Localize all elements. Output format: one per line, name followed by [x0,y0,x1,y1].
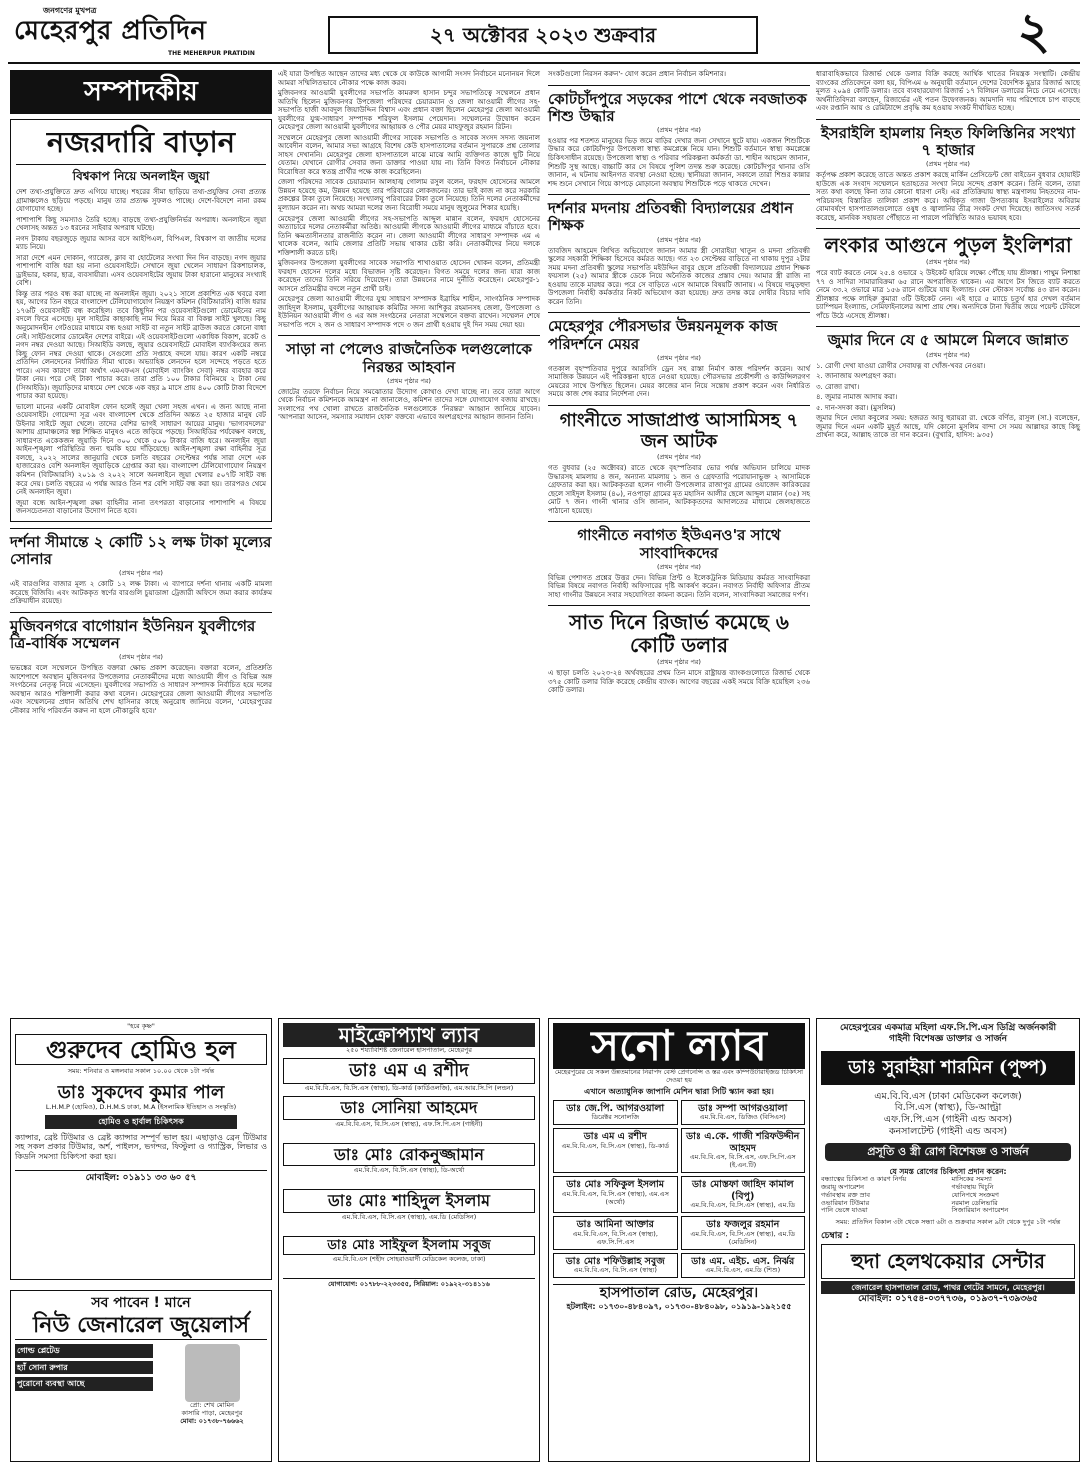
ad-doctor-name: ডাঃ মোস্তফা জাহিদ কামাল (বিপু) [691,1179,794,1202]
article-body: জোটের তরফে নির্বাচন নিয়ে সমঝোতার উদ্যোগ কোথাও দেখা যাচ্ছে না। তবে তারা আগে থেকে নির্বাচন কমিশনকে আমন্ত্রণ না জানালেও, কমিশন তাদের সঙ্গে যোগাযোগ বজায় রাখছে। সংলাপের পথ খোলা রাখতে রাজনৈতিক দলগুলোকে 'নিরন্তর' আহ্বান জানিয়ে যাবেন। 'আপনারা আসেন, সমস্যার সমাধান হোক' বক্তব্যে এভাবে অংশগ্রহণের আহ্বান জানান তিনি। [278,387,540,422]
continuation-note: (প্রথম পৃষ্ঠার পর) [657,126,701,135]
ad-title: গুরুদেব হোমিও হল [15,1034,267,1065]
headline-arrest: গাংনীতে সাজাপ্রাপ্ত আসামিসহ ৭ জন আটক [548,405,810,452]
article-body: ধারাবাহিকভাবে রিজার্ভ থেকে ডলার বিক্রি করছে আর্থিক খাতের নিয়ন্ত্রক সংস্থাটি। কেন্দ্রীয় ব্যাংকের প্রতিবেদনে বলা হয়, বিপিএম ৬ অনুযায়ী বর্তমানে দেশের বৈদেশিক মুদ্রার রিজার্ভ আছে মূলত ২০৯৪ কোটি ডলার। তবে ব্যবহারযোগ্য রিজার্ভ ১৭ বিলিয়ন ডলারের নিচে নেমে এসেছে। অর্থনীতিবিদরা বলছেন, রিজার্ভের এই পতন উদ্বেগজনক। আমদানি দায় পরিশোধে চাপ বাড়ছে এবং রপ্তানি আয় ও রেমিট্যান্সে প্রবৃদ্ধি কম হওয়ায় সংকট দীর্ঘায়িত হচ্ছে। [816,70,1080,113]
list-item: নরমাল ডেলিভারি [951,1198,998,1207]
list-item: ৩. রোজা রাখা। [816,382,860,391]
column-editorial [10,70,272,717]
list-item: জরায়ু অপারেশন [821,1182,865,1191]
ad-title: সনো ল্যাব [553,1023,805,1069]
ad-doctor-degree: এম.বি.বি.এস, বি.সি.এস (স্বাস্থ্য), এম.ডি (মেডিসিন) [690,1229,796,1246]
ad-doctor-name: ডাঃ সুরাইয়া শারমিন (পুষ্প) [821,1051,1075,1085]
ad-doctor-degree: বি.সি.এস (স্বাস্থ্য), ডি-আল্ট্রা [894,1102,1002,1114]
article-body: এই বারগুলির বাজার মূল্য ২ কোটি ১২ লক্ষ টাকা। এ ব্যাপারে দর্শনা থানায় একটি মামলা করেছে বিজিবি। এবং আটককৃত স্বর্ণের বারগুলি চুয়াডাঙ্গা ট্রেজারী অফিসে জমা করার কার্যক্রম প্রক্রিয়াধীন রয়েছে। [10,580,272,606]
ad-doctor-degree: এম.বি.বি.এস, বি.সি.এস (স্বাস্থ্য), এফ.সি.পি.এস (গাইনী) [335,1119,483,1128]
continuation-note: (প্রথম পৃষ্ঠার পর) [387,376,431,385]
continuation-note: (প্রথম পৃষ্ঠার পর) [657,562,701,571]
ad-doctor-name: ডাঃ এম এ রশীদ [283,1058,535,1084]
headline-reserve-decline: সাত দিনে রিজার্ভ কমেছে ৬ কোটি ডলার [548,605,810,657]
ad-doctor-name: ডাঃ ফজলুর রহমান [706,1219,780,1231]
ad-jewellers [10,1290,272,1462]
ad-doctor-degree: এম.বি.বি.এস, ডিজিও (বিসিএস) [699,1113,786,1122]
ad-doctor-name: ডাঃ সম্পা আগরওয়ালা [698,1102,788,1114]
continuation-note: (প্রথম পৃষ্ঠার পর) [926,160,970,169]
article-body: কর্তৃপক্ষ প্রকাশ করেছে তাতে অন্তত প্রকাশ করছে মার্কিন প্রেসিডেন্ট জো বাইডেন বুধবার হোয়াইট হাউজে এক সংবাদ সম্মেলনে হতাহতের সংখ্যা নিয়ে সন্দেহ প্রকাশ করেন। তিনি বলেন, তারা সত্য কথা বলছে কিনা তার কোনো ধারণা নেই। এর প্রতিক্রিয়ায় স্বাস্থ্য মন্ত্রণালয় নিহতদের নাম-পরিচয়সহ বিস্তারিত তালিকা প্রকাশ করে। অধিকৃত গাজা উপত্যকায় ইসরাইলের অবিরাম বোমাবর্ষণে হাসপাতালগুলোতে ওষুধ ও জ্বালানির তীব্র সংকট দেখা দিয়েছে। জাতিসংঘ সতর্ক করেছে, মানবিক সহায়তা পৌঁছাতে না পারলে পরিস্থিতি আরও ভয়াবহ হবে। [816,171,1080,222]
column-four [816,70,1080,442]
article-body: এ ছাড়া চলতি ২০২৩-২৪ অর্থবছরের প্রথম তিন মাসে রাষ্ট্রায়ত্ত ব্যাংকগুলোতে রিজার্ভ থেকে ৩৭৫ কোটি ডলার বিক্রি করেছে কেন্দ্রীয় ব্যাংক। আগের বছরের একই সময়ে বিক্রি হয়েছিল ২৩৬ কোটি ডলার। [548,669,810,695]
ad-address: কাসারি পাড়া, মেহেরপুর [181,1408,243,1417]
headline-gaza-deaths: ইসরাইলি হামলায় নিহত ফিলিস্তিনির সংখ্যা ৭ হাজার [816,119,1080,160]
list-item: মাসিকের সমস্যা [951,1174,992,1183]
article-body: মেহেরপুর জেলা আওয়ামী লীগের সহ-সভাপতি আব্দুল মান্নান বলেন, ফরহাদ হোসেনের অত্যাচারে দলের নেতাকর্মীরা অতিষ্ঠ। আওয়ামী লীগকে আওয়ামী লীগের মাধ্যমে বাঁচাতে হবে। তিনি ক্ষমতাসীনতার রাজনীতি করেন না। জেলা আওয়ামী লীগের সাধারণ সম্পাদক এম এ খালেক বলেন, আমি জেলার প্রতিটি সভায় থাকার চেষ্টা করি। নেতাকর্মীদের নিয়ে দলকে শক্তিশালী করতে চাই। [278,214,540,257]
ad-doctor-degree: ডিরেক্টর সনোলজি [591,1113,640,1122]
ad-top-text: "হরে কৃষ্ণ" [127,1022,155,1030]
list-item: সিজারিয়ান অপারেশন [951,1206,1009,1215]
ad-doctor-degree: এফ.সি.পি.এস (গাইনী এন্ড অবস) [883,1114,1013,1126]
newspaper-title-english: THE MEHERPUR PRATIDIN [168,50,255,57]
list-item: বন্ধ্যাত্বের চিকিৎসা ও কারণ নির্ণয় [821,1174,907,1183]
list-item: ২. জানাজায় অংশগ্রহণ করা। [816,372,897,381]
continuation-note: (প্রথম পৃষ্ঠার পর) [657,353,701,362]
issue-date: ২৭ অক্টোবর ২০২৩ শুক্রবার [328,16,758,54]
column-three [548,70,810,697]
ad-micropath-lab [278,1018,540,1462]
list-item: পানি ভেঙ্গে যাওয়া [821,1206,868,1215]
continuation-note: (প্রথম পৃষ্ঠার পর) [657,453,701,462]
newspaper-title: মেহেরপুর প্রতিদিন [14,16,207,46]
ad-service-list [821,1176,1075,1216]
article-body: জেলা পরিষদের সাবেক চেয়ারম্যান আলহাজ্ব গোলাম রসুল বলেন, ফরহাদ হোসেনের আমলে উন্নয়ন হয়েছে কম, উন্নয়ন হয়েছে তার পরিবারের লোকজনের। তার ভাই কাজ না করে সরকারি প্রকল্পের টাকা তুলে নিয়েছে। সংখ্যালঘু পরিবারের টাকা তুলে নিয়েছে। তিনি দলের নেতাকর্মীদের মূল্যায়ন করেন না। অথচ আমরা দলের জন্য বিরোধী সময়ে মানুষ জুলুমের শিকার হয়েছি। [278,178,540,212]
ad-address: জেনারেল হাসপাতাল রোড, পাথর গেটের সামনে, মেহেরপুর। [821,1281,1075,1295]
ad-doctor-name: ডাঃ মোঃ শাহিদুল ইসলাম [283,1189,535,1213]
ad-doctor-name: ডাঃ আমিনা আক্তার [576,1219,654,1231]
headline-political-dialogue: সাড়া না পেলেও রাজনৈতিক দলগুলোকে নিরন্তর আহবান [278,335,540,376]
editorial-paragraph: জুয়া বন্ধে আইন-শৃঙ্খলা রক্ষা বাহিনীর নানা তৎপরতা বাড়ানোর পাশাপাশি এ বিষয়ে জনসচেতনতা বাড়ানোর উদ্যোগ নিতে হবে। [16,498,266,516]
ad-address: হাসপাতাল রোড, মেহেরপুর। [553,1284,805,1302]
ad-doctor-degree: এম.বি.বি.এস (শহীদ সোহরাওয়ার্দী মেডিকেল কলেজ, ঢাকা) [332,1255,486,1264]
tagline: জনগণের মুখপত্র [43,6,97,15]
headline-headteacher: দর্শনার মদনায় প্রতিবন্ধী বিদ্যালয়ের প্রধান শিক্ষক [548,194,810,235]
editorial-paragraph: নগদ টাকায় বছরজুড়ে জুয়ার আসর বসে আইপিএল, বিপিএল, বিশ্বকাপ বা জাতীয় দলের ম্যাচ নিয়ে। [16,234,266,252]
ad-doctor-degree: এম.বি.বি.এস, বি.সি.এস (স্বাস্থ্য), এম.ডি [690,1201,796,1210]
ad-time: সময়: শনিবার ও মঙ্গলবার সকাল ১০.০০ থেকে ১টা পর্যন্ত [67,1067,215,1076]
editorial-paragraph: ভালো মানের একটি মোবাইল ফোন হলেই জুয়া খেলা সহজ এখন। এ জন্য আছে নানা ওয়েবসাইট। গোয়েন্দা সূত্র এবং বাংলাদেশ থেকে প্রতিদিন অন্তত ২৫ হাজার মানুষ বেট উইনার সাইটে জুয়া খেলে। তাদের বেশির ভাগই সাধারণ আয়ের মানুষ। 'ভাগ্যবদলের' আশায় গ্রামাঞ্চলের স্বল্প শিক্ষিত মানুষও এতে জড়িয়ে পড়ছে। সিআইডির পর্যবেক্ষণ বলছে, সাধারণত একেকজন জুয়াড়ি দিনে ৩০০ থেকে ৫০০ টাকার বাজি ধরে। অনলাইন জুয়া আইন-শৃঙ্খলা পরিস্থিতির জন্য হুমকি হয়ে দাঁড়িয়েছে। আইন-শৃঙ্খলা রক্ষা বাহিনীর সূত্র বলছে, ২০২২ সালের জানুয়ারি থেকে চলতি বছরের সেপ্টেম্বর পর্যন্ত সারা দেশে এক হাজারেরও বেশি অনলাইন জুয়াড়িকে গ্রেপ্তার করা হয়। বাংলাদেশ টেলিযোগাযোগ নিয়ন্ত্রণ কমিশন (বিটিআরসি) ২০১৯ ও ২০২২ সালে অনলাইনে জুয়া খেলার ৫০৭টি সাইট বন্ধ করে দেয়। চলতি বছরের এ পর্যন্ত আরও তিন শর বেশি সাইট বন্ধ করা হয়। তারপরও থেমে নেই অনলাইন জুয়া। [16,402,266,497]
ad-doctor-name: ডাঃ সোনিয়া আহমেদ [283,1096,535,1120]
ad-time: সময়: প্রতিদিন বিকাল ৩টা থেকে সন্ধ্যা ৬টা ও শুক্রবার সকাল ৯টা থেকে দুপুর ১টা পর্যন্ত [835,1218,1061,1227]
ad-chamber-label: চেম্বার : [821,1231,850,1242]
article-body: গতকাল বৃহস্পতিবার দুপুরে আরসিসি ড্রেন সহ রাস্তা নির্মাণ কাজ পরিদর্শন করেন। আর্থ সামাজিক উন্নয়নে এই পরিকল্পনা হাতে নেওয়া হয়েছে। পৌরসভার প্রকৌশলী ও কাউন্সিলরগণ মেয়রের সাথে উপস্থিত ছিলেন। মেয়র কাজের মান নিয়ে সন্তোষ প্রকাশ করেন এবং নির্ধারিত সময়ে কাজ শেষ করার নির্দেশনা দেন। [548,364,810,399]
ad-doctor-name: ডাঃ সুকদেব কুমার পাল [57,1082,225,1104]
ad-list-title: যে সমস্ত রোগের চিকিৎসা প্রদান করেন: [889,1166,1007,1176]
ad-top-text: মেহেরপুরের একমাত্র মহিলা এফ.সি.পি.এস ডিগ্রি অর্জনকারী [839,1023,1057,1033]
masthead-header [8,1,1080,64]
page-number: ২ [1017,1,1050,60]
ad-phone: মোবাইল: ০১৭৫৪-০৩৭৭৩৬, ০১৯৩৭-৭৩৯৩৬৫ [858,1294,1038,1305]
ad-doctor-name: ডাঃ মোঃ সফিকুল ইসলাম [566,1179,665,1191]
continuation-note: (প্রথম পৃষ্ঠার পর) [657,658,701,667]
editorial-banner: সম্পাদকীয় [10,70,272,114]
ad-body: ক্যান্সার, ব্রেষ্ট টিউমার ও ব্রেষ্ট ক্যান্সার সম্পূর্ণ ভাল হয়। এছাড়াও ব্রেন টিউমার সহ সকল প্রকার টিউমার, অর্শ, পাইলস, ভগন্দর, ফিস্টুলা ও গ্যাস্ট্রিক, লিভার ও কিডনি সমস্যা চিকিৎসা করা হয়। [15,1132,267,1162]
continuation-note: (প্রথম পৃষ্ঠার পর) [657,235,701,244]
ad-line: গোল্ড প্লেটেড [15,1344,153,1358]
article-body: হওয়ার পর শতশত মানুষের ভিড় জমে বাড়ির দেখার জন্য সেখানে ছুটে যায়। একজন শিশুটিকে উদ্ধার করে কোটচাঁদপুর উপজেলা স্বাস্থ্য কমপ্লেক্সে নিয়ে যান। শিশুটি বর্তমানে স্বাস্থ্য কমপ্লেক্সে চিকিৎসাধীন রয়েছে। উপজেলা স্বাস্থ্য ও পরিবার পরিকল্পনা কর্মকর্তা ডা. শাহীন আহমেদ জানান, শিশুটি সুস্থ আছে। বাচ্চাটি কার সে বিষয়ে পুলিশ তদন্ত শুরু করেছে। কোটচাঁদপুর থানার ওসি জানান, এ ঘটনায় আইনগত ব্যবস্থা নেওয়া হচ্ছে। স্থানীয়রা জানান, সকালে তারা শিশুর কান্নার শব্দ শুনে সেখানে গিয়ে কাপড়ে মোড়ানো অবস্থায় শিশুটিকে পড়ে থাকতে দেখেন। [548,136,810,188]
column-two [278,70,540,424]
list-item: ৫. দান-সদকা করা। (মুসলিম) [816,403,896,412]
headline-cricket: লংকার আগুনে পুড়ল ইংলিশরা [816,228,1080,257]
headline-jummah: জুমার দিনে যে ৫ আমলে মিলবে জান্নাত [816,326,1080,349]
ad-doctor-name: ডাঃ এ.কে. গাজী শরিফউদ্দীন আহমদ [686,1131,800,1154]
article-body: তাবজিদ আহমেদ লিখিত অভিযোগে জানান আমার স্ত্রী সোরাইয়া খাতুন ও মদনা প্রতিবন্ধী স্কুলের সহকারী শিক্ষিকা হিসেবে কর্মরত আছে। গত ২৩ সেপ্টেম্বর বাড়িতে না থাকায় দুপুর ২টার সময় মদনা প্রতিবন্ধী স্কুলের সভাপতি মইউদ্দিন বাবুর ছেলে প্রতিবন্ধী বিদ্যালয়ের প্রধান শিক্ষক ফয়সাল (২৫) আমার স্ত্রীকে ডেকে নিয়ে অনৈতিক কাজের প্রস্তাব দেয়। আমার স্ত্রী রাজি না হওয়ায় তাকে মারধর করে। পরে সে বাড়িতে এসে আমাকে বিষয়টি জানায়। এ বিষয়ে দামুড়হুদা উপজেলা নির্বাহী কর্মকর্তার নিকট অভিযোগ করা হয়েছে। দ্রুত তদন্ত করে দোষীর বিচার দাবি করেন তিনি। [548,246,810,306]
ad-doctor-degree: এম.বি.বি.এস, বি.সি.এস, এফ.সি.পি.এস (ই.এন.টি) [689,1153,796,1170]
ad-title: নিউ জেনারেল জুয়েলার্স [15,1312,267,1340]
editorial-paragraph: পাশাপাশি কিছু সমস্যাও তৈরি হচ্ছে। বাড়ছে তথ্য-প্রযুক্তিনির্ভর অপরাধ। অনলাইনে জুয়া খেলাসহ অন্তত ১৩ ধরনের সাইবার অপরাধ ঘটছে। [16,215,266,233]
ad-phone: হটলাইন: ০১৭৩০-৪৮৪০৯৭, ০১৭৩০-৪৮৪০৯৮, ০১৯১৯-১৯২১৫৫ [566,1302,792,1312]
article-body: এই যারা উপস্থিত আছেন তাদের মধ্য থেকে যে কাউকে আগামী সংসদ নির্বাচনে মনোনয়ন দিলে আমরা সম্মিলিতভাবে নৌকার পক্ষে কাজ করব। [278,70,540,87]
ad-phone: মোবা: ০১৭৩৮-৭৬৬৬২ [180,1416,244,1425]
continuation-note: (প্রথম পৃষ্ঠার পর) [926,350,970,359]
ad-address: ২৫০ শয্যাবিশিষ্ট জেনারেল হাসপাতাল, মেহেরপুর [345,1046,473,1055]
ad-center-name: হুদা হেলথকেয়ার সেন্টার [821,1244,1075,1278]
article-body: সম্মেলনে মেহেরপুর জেলা আওয়ামী লীগের সাবেক সভাপতি ও সাবেক সংসদ সদস্য জয়নাল আবেদীন বলেন, আমার সভা আগ্রহে বিশেষ কেউ হাসপাতালের বর্তমান সুপারকে প্রশ্ন তোলার সাহস দেখাননি। মেহেরপুর জেলা হাসপাতালে মাঝে মাঝে আমি ব্যক্তিগত কাজে ছুটি নিয়ে যেতাম। যেখানে রোগীর সেবার জন্য ডাক্তার পাওয়া যায় না। তিনি বিগত নির্বাচনে নৌকার বিরোধিতা করে স্বতন্ত্র প্রার্থীর পক্ষে কাজ করেছিলেন। [278,133,540,176]
list-item: ১. রোগী দেখা যাওয়া রোগীর সেবাযত্ন বা খোঁজ-খবর নেওয়া। [816,361,986,370]
ad-doctor-name: ডাঃ এম. এইচ. এস. নির্ঝর [691,1255,795,1267]
ad-doctor-degree: এম.বি.বি.এস, বি.সি.এস (স্বাস্থ্য), ডি-কার্ড (কার্ডিওলজি), এম.আর.সি.পি (লন্ডন) [304,1084,514,1093]
headline-newborn-rescue: কোটচাঁদপুরে সড়কের পাশে থেকে নবজাতক শিশু উদ্ধার [548,85,810,126]
ad-owner: প্রো: শেখ মোমিন [190,1400,234,1409]
article-body: মুজিবনগর আওয়ামী যুবলীগের সভাপতি কামরুল হাসান চন্দুর সভাপতিত্বে সম্মেলনে প্রধান অতিথি ছিলেন মুজিবনগর উপজেলা পরিষদের চেয়ারম্যান ও জেলা আওয়ামী লীগের সহ-সভাপতি হাজী আবদুল জিয়াউদ্দিন বিশ্বাস এবং প্রধান বক্তা ছিলেন মেহেরপুর জেলা আওয়ামী যুবলীগের যুগ্ম-সাধারণ সম্পাদক শরিফুল ইসলাম পেয়েদান। সম্মেলনের উদ্বোধন করেন মেহেরপুর জেলা আওয়ামী যুবলীগের আহ্বায়ক ও পৌর মেয়র মাহফুজুর রহমান রিটন। [278,89,540,132]
continuation-note: (প্রথম পৃষ্ঠার পর) [926,258,970,267]
continuation-note: (প্রথম পৃষ্ঠার পর) [119,653,163,662]
ad-title: মাইক্রোপ্যাথ ল্যাব [283,1023,535,1047]
article-body: মেহেরপুর জেলা আওয়ামী লীগের যুগ্ম সাধারণ সম্পাদক ইব্রাহিম শাহীন, সাংগঠনিক সম্পাদক জাহিদুল ইসলাম, যুবলীগের আহ্বায়ক কমিটির সদস্য আশিকুর রহমানসহ জেলা, উপজেলা ও ইউনিয়ন আওয়ামী লীগ ও এর অঙ্গ সংগঠনের নেতারা সম্মেলনে বক্তব্য রাখেন। সম্মেলন শেষে সভাপতি পদে ২ জন ও সাধারণ সম্পাদক পদে ৩ জন প্রার্থী হওয়ায় দুই দিন সময় দেয়া হয়। [278,295,540,329]
ad-doctor-degree: এম.বি.বি.এস, বি.সি.এস (স্বাস্থ্য), ডি-অর্থো [353,1166,465,1175]
ad-doctor-degree: এম.বি.বি.এস, বি.সি.এস (স্বাস্থ্য), ডি-কার্ড [561,1141,670,1150]
continuation-note: (প্রথম পৃষ্ঠার পর) [119,569,163,578]
ad-doctor-degree: L.H.M.P (হোমিও), D.H.M.S ঢাকা, M.A (ইসলামিক ইতিহাস ও সংস্কৃতি) [45,1103,237,1112]
ad-homeo-hall [10,1018,272,1280]
ad-note: এখানে অত্যাধুনিক জাপানি মেশিন দ্বারা সিটি স্ক্যান করা হয়। [584,1087,774,1097]
article-body: জুমার দিনে দোয়া কবুলের সময়: হজরত আবু হুরায়রা রা. থেকে বর্ণিত, রাসুল (সা.) বলেছেন, জুমার দিনে এমন একটি মুহূর্ত আছে, যদি কোনো মুসলিম বান্দা সে সময় আল্লাহর কাছে কিছু প্রার্থনা করে, আল্লাহ তাকে তা দান করেন। (বুখারি, হাদিস: ৯৩৫) [816,414,1080,440]
list-item: যোনিপথে সংক্রমণ [951,1190,999,1199]
editorial-subtitle: বিশ্বকাপ নিয়ে অনলাইন জুয়া [72,169,210,184]
headline-jubo-league-conference: মুজিবনগরে বাগোয়ান ইউনিয়ন যুবলীগের ত্রি-বার্ষিক সম্মেলন [10,612,272,653]
ad-line: হ্যাঁ সোনা রুপার [15,1361,153,1375]
ad-phone: মোবাইল: ০১৯১১ ৩৩ ৬০ ৫৭ [15,1170,267,1184]
editorial-paragraph: দেশ তথ্য-প্রযুক্তিতে দ্রুত এগিয়ে যাচ্ছে। শহরের সীমা ছাড়িয়ে তথ্য-প্রযুক্তির সেবা প্রত্যন্ত গ্রামাঞ্চলেও ছড়িয়ে পড়ছে। মানুষ তার প্রত্যক্ষ সুফলও পাচ্ছে। দেশে-বিদেশে নানা রকম যোগাযোগ হচ্ছে। [16,188,266,214]
ad-top-text: গাইনী বিশেষজ্ঞ ডাক্তার ও সার্জন [889,1033,1007,1044]
list-item: গর্ভাবস্থায় খিচুনি [951,1182,994,1191]
list-item: ওভারিয়ান টিউমার [821,1198,870,1207]
article-body: বিভিন্ন পেশাগত প্রশ্নের উত্তর দেন। বিভিন্ন প্রিন্ট ও ইলেকট্রনিক মিডিয়ায় কর্মরত সাংবাদিকরা বিভিন্ন বিষয়ে নবাগত নির্বাহী অফিসারের দৃষ্টি আকর্ষণ করেন। নবাগত নির্বাহী অফিসার প্রীতম সাহা গাংনীর উন্নয়নে সবার সহযোগিতা কামনা করেন। তিনি বলেন, সাংবাদিকরা সমাজের দর্পণ। [548,573,810,599]
ad-doctor-name: ডাঃ মোঃ সাইফুল ইসলাম সবুজ [283,1236,535,1256]
list-item: ৪. জুমার নামাজ আদায় করা। [816,393,898,402]
ad-subtitle: মেহেরপুরের যে সকল উন্নতমানের নিরাপদ বেস্ট প্রেগনেন্সি ও স্তর এবং কম্পিউটারাইজড চিকিৎসা দেওয়া হয় [554,1068,804,1085]
editorial-article [10,119,272,522]
ad-doctor-degree: এম.বি.বি.এস, এম.ডি (শিশু) [705,1266,781,1275]
editorial-paragraph: কিন্তু তার পরও বন্ধ করা যাচ্ছে না অনলাইন জুয়া। ২০২১ সালে প্রকাশিত এক খবরে বলা হয়, আগের তিন বছরে বাংলাদেশ টেলিযোগাযোগ নিয়ন্ত্রণ কমিশন (বিটিআরসি) বাজি ধরার ১৭৬টি ওয়েবসাইট বন্ধ করেছিল। তবে কিছুদিন পর ওয়েবসাইটগুলো ডোমেইনের নাম বদলে ফিরে এসেছে। মূল সাইটের কাছাকাছি নাম দিয়ে মিরর বা বিকল্প সাইট খুলছে। কিছু অনুমোদনহীন গেটওয়ের মাধ্যমে বন্ধ হওয়া সাইট বা নতুন সাইট ব্রাউজ করতে কোনো বাধা নেই। সাইটগুলোর ডোমেইন দেশের বাইরে। এই ওয়েবসাইটগুলো একাধিক বিকাশ, রকেট ও নগদ নম্বর দেওয়া আছে। সিআইডি বলছে, জুয়ার ওয়েবসাইটে মোবাইল ব্যাংকিংয়ের জন্য কিছু ফোন নম্বর দেওয়া থাকে। সেগুলো প্রতি সপ্তাহে বদলে যায়। কারণ একটি নম্বরে প্রতিদিন লেনদেনের নির্ধারিত সীমা থাকে। অভ্যাহিক লেনদেন হলে সন্দেহে পড়তে হতে পারে। এসব কারণে তারা অর্থাৎ এমএফএস (মোবাইল ব্যাংকিং সেবা) নম্বর ব্যবহার করে টাকা নেয়। পরে সেই টাকা পাচার করে। তারা প্রতি ১০০ টাকার বিনিময়ে ২ টাকা নেয় (সিআইডি)। জুয়াড়িদের মাধ্যমে দেশ থেকে এক বছর ৯ মাসে প্রায় ৪০০ কোটি টাকা বিদেশে পাচার করা হয়েছে। [16,289,266,401]
list-item: গর্ভাবস্থায় রক্ত স্রাব [821,1190,870,1199]
editorial-title: নজরদারি বাড়ান [16,123,266,165]
ad-doctor-name: ডাঃ এম এ রশীদ [583,1131,647,1143]
ad-top-text: সব পাবেন ! মানে [91,1295,191,1311]
article-body: ভভঙ্কের বলে সম্মেলনে উপস্থিত বক্তারা ক্ষোভ প্রকাশ করেছেন। বক্তারা বলেন, প্রতিশ্রুতি আশেপাশে অবস্থান মুজিবনগর উপজেলার নেতাকর্মীদের মধ্যে আওয়ামী লীগ ও বিভিন্ন অঙ্গ সংগঠনের নেতৃত্ব নিয়ে এসেছেন। যুবলীগের সভাপতি ও সাধারণ সম্পাদক নির্বাচিত হয়ে দলের অবস্থান আরও শক্তিশালী করার কথা বলেন। মেহেরপুরের জেলা আওয়ামী লীগের সভাপতি এবং সম্মেলনের প্রধান অতিথি শেখ হাসিনার কাছে অনুরোধ জানিয়ে বলেন, 'মেহেরপুরের নৌকার সাথি পরিবর্তন করুন না হলে নৌকাডুবি হবে।' [10,664,272,715]
ad-doctor-degree: এম.বি.বি.এস, বি.সি.এস (স্বাস্থ্য) [573,1266,657,1275]
ad-doctor-degree: এম.বি.বি.এস, বি.সি.এস (স্বাস্থ্য), এম.ডি (মেডিসিন) [341,1212,477,1221]
ad-phone: যোগাযোগ: ০১৭৮৮-২২৩৩৫৫, সিরিয়াল: ০১৯২২-৩১৪১১৬ [283,1278,535,1289]
headline-uno-press: গাংনীতে নবাগত ইউএনও'র সাথে সাংবাদিকদের [548,521,810,562]
ad-specialty: প্রসূতি ও স্ত্রী রোগ বিশেষজ্ঞ ও সার্জন [825,1143,1071,1160]
article-body: সংকটগুলো নিরসন করুন'- যোগ করেন প্রধান নির্বাচন কমিশনার। [548,70,727,78]
ad-doctor-name: ডাঃ জে.পি. আগরওয়ালা [566,1102,665,1114]
headline-mayor-inspection: মেহেরপুর পৌরসভার উন্নয়নমূলক কাজ পরিদর্শনে মেয়র [548,312,810,353]
ad-doctor-degree: এম.বি.বি.এস (ঢাকা মেডিকেল কলেজ) [874,1090,1022,1102]
ad-sono-lab [548,1018,810,1462]
ad-doctor-name: ডাঃ মোঃ রোকনুজ্জামান [283,1143,535,1167]
ad-doctor-degree: কনসালটেন্ট (গাইনী এন্ড অবস) [888,1125,1008,1137]
article-body: মুজিবনগর উপজেলা যুবলীগের সাবেক সভাপতি শাখাওয়াত হোসেন খোকন বলেন, প্রতিমন্ত্রী ফরহাদ হোসেন দলের মধ্যে বিভাজন সৃষ্টি করেছেন। বিগত সময়ে দলের জন্য যারা কাজ করেছেন তাদের তিনি সরিয়ে দিয়েছেন। তারা উন্নয়নের নামে দুর্নীতি করেছেন। মেহেরপুর-১ আসনে প্রতিমন্ত্রীর বদলে নতুন প্রার্থী চাই। [278,259,540,293]
ad-doctor-degree: এম.বি.বি.এস, বি.সি.এস (স্বাস্থ্য), এফ.সি.পি.এস [572,1229,658,1246]
editorial-paragraph: সারা দেশে এমন দোকান, গ্যারেজ, ক্লাব বা হোটেলের সংখ্যা দিন দিন বাড়ছে। নগদ জুয়ার পাশাপাশি বাজি ধরা হয় নানা ওয়েবসাইটে। সেখানে জুয়া খেলেন সাধারণ রিকশাচালক, ড্রাইভার, হকার, ছাত্র, ব্যবসায়ীরা। এসব ওয়েবসাইটের জুয়ায় টাকা হারানো মানুষের সংখ্যাই বেশি। [16,253,266,288]
article-body: গত বুধবার (২৫ অক্টোবর) রাতে থেকে বৃহস্পতিবার ভোর পর্যন্ত অভিযান চালিয়ে মাদক উদ্ধারসহ মামলায় ৪ জন, অন্যান্য মামলায় ১ জন ও গ্রেফতারি পরোয়ানাভুক্ত ২ আসামিকে গ্রেফতার করা হয়। আটককৃতরা হলেন গাংনী উপজেলার রাজাপুর গ্রামের ওয়াজেদ কারিকরের ছেলে সাইদুল ইসলাম (৪০), নওপাড়া গ্রামের মৃত মহাসিন আলীর ছেলে আব্দুল মান্নান (৩৫) সহ মোট ৭ জন। গাংনী থানার ওসি জানান, আটককৃতদের আদালতের মাধ্যমে জেলহাজতে পাঠানো হয়েছে। [548,464,810,515]
newspaper-masthead [8,4,308,62]
ad-huda-healthcare [816,1018,1080,1462]
ad-doctor-degree: এম.বি.বি.এস, বি.সি.এস (স্বাস্থ্য), এম.এস (অর্থো) [561,1189,669,1206]
ad-line: পুরোনো ব্যবস্থা আছে [15,1377,153,1391]
headline-gold-seizure: দর্শনা সীমান্তে ২ কোটি ১২ লক্ষ টাকা মূল্যের সোনার [10,528,272,569]
article-body: পরে ব্যাট করতে নেমে ২৫.৪ ওভারে ২ উইকেট হারিয়ে লক্ষ্যে পৌঁছে যায় শ্রীলঙ্কা। পাথুম নিশাঙ্কা ৭৭ ও সাদিরা সামারাবিক্রমা ৬৫ রানে অপরাজিত থাকেন। এর আগে টস জিতে ব্যাট করতে নেমে ৩৩.২ ওভারে মাত্র ১৫৬ রানে গুটিয়ে যায় ইংল্যান্ড। বেন স্টোকস সর্বোচ্চ ৪৩ রান করেন। শ্রীলঙ্কার পক্ষে লাহিরু কুমারা ৩টি উইকেট নেন। এই হারে ৫ ম্যাচে চতুর্থ হার দেখল বর্তমান চ্যাম্পিয়ন ইংল্যান্ড, সেমিফাইনালের আশা প্রায় শেষ। অন্যদিকে টানা দ্বিতীয় জয়ে পয়েন্ট টেবিলে পাঁচে উঠে এসেছে শ্রীলঙ্কা। [816,269,1080,320]
ad-specialty: হোমিও ও হার্বাল চিকিৎসক [45,1115,237,1129]
ad-doctor-name: ডাঃ মোঃ শফিউল্লাহ সবুজ [565,1255,665,1267]
owner-photo [185,1344,240,1402]
